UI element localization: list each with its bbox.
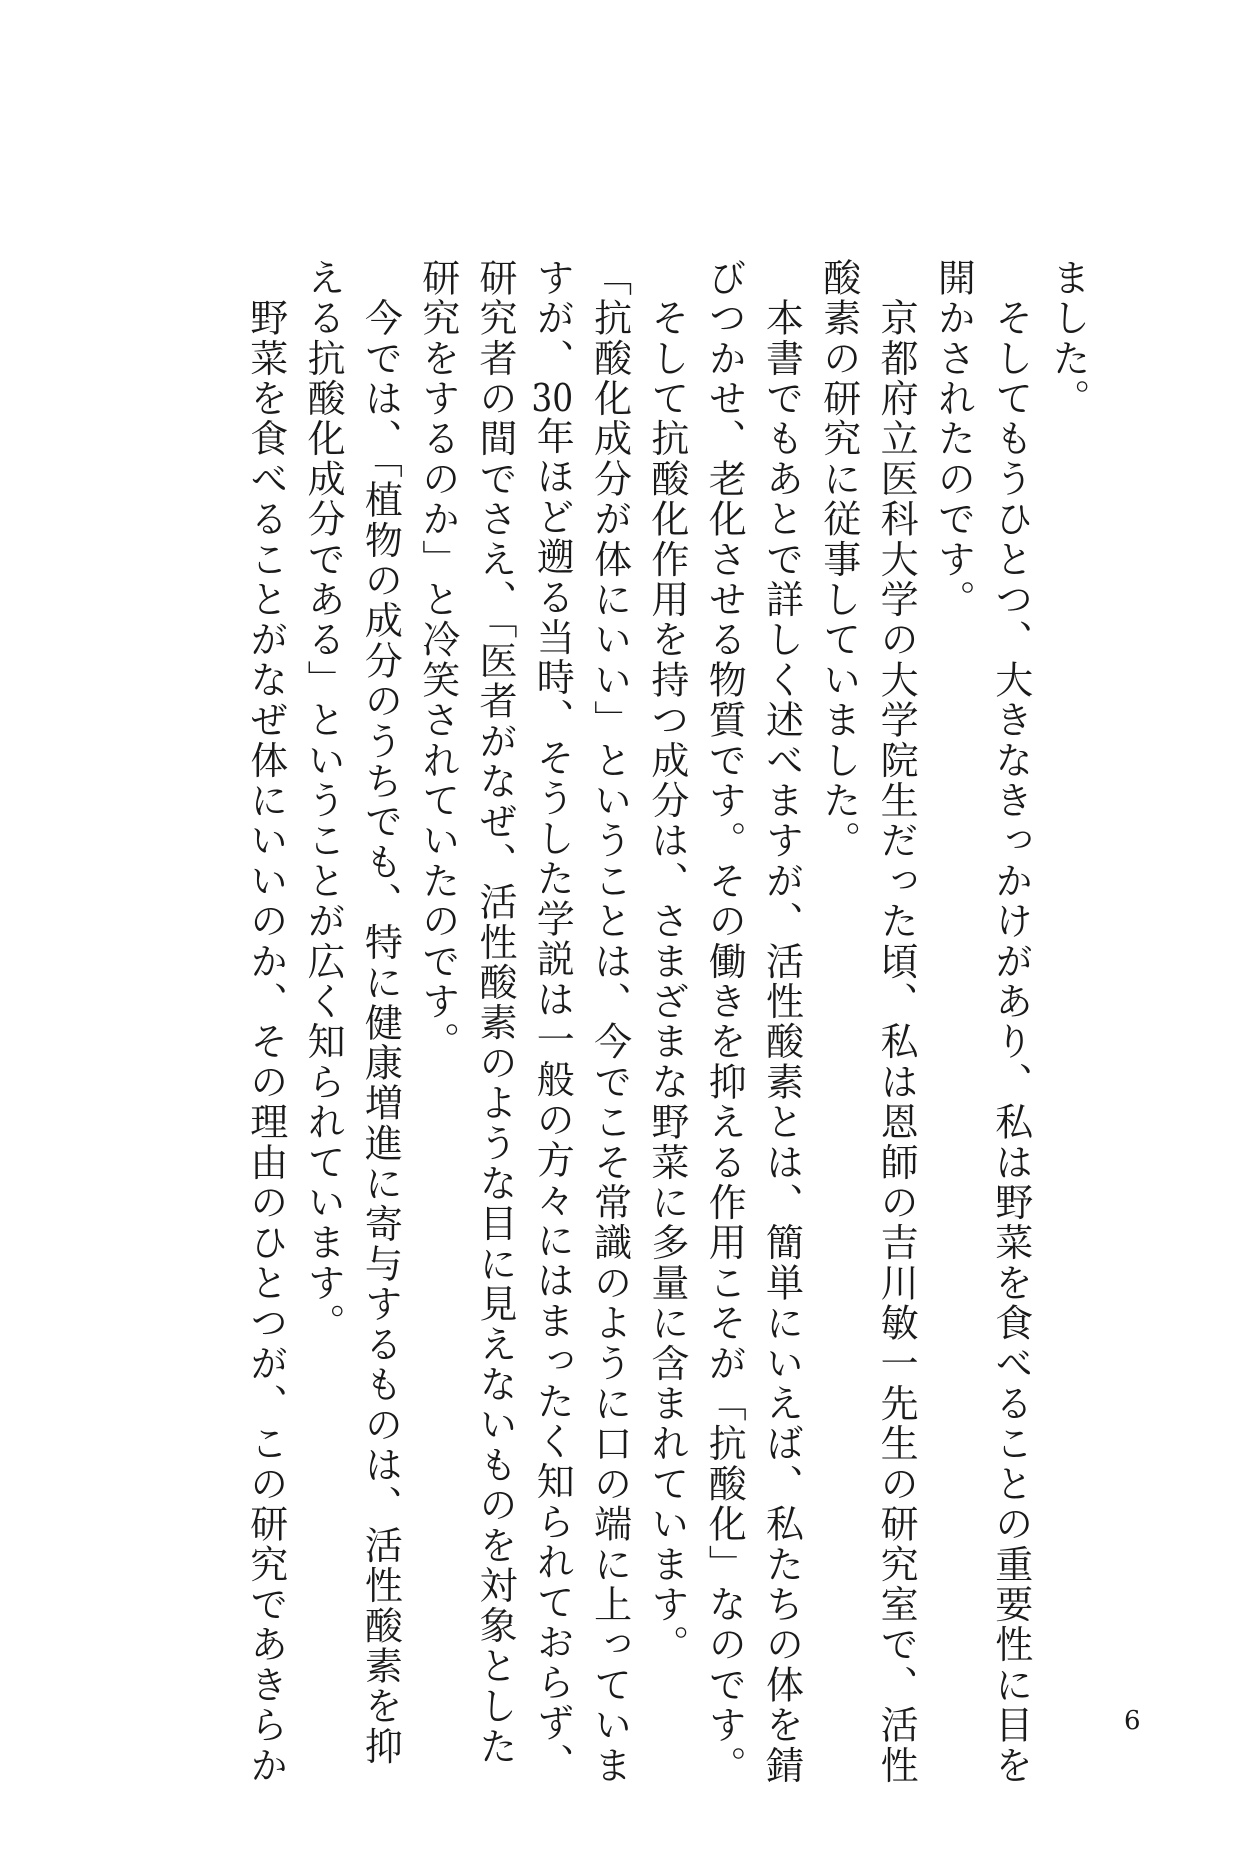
text-run: 開かされたのです。 — [931, 258, 976, 620]
text-line — [416, 258, 460, 1558]
text-run: そしてもうひとつ、大きなきっかけがあり、私は野菜を食べることの重要性に目を — [988, 258, 1033, 1786]
text-line — [358, 258, 403, 1767]
bold-text-run: 健康増進に寄与するものは、活性酸素を抑 — [358, 1002, 403, 1767]
bold-text-run: 活性酸素とは、簡単にいえば、私たちの体を錆 — [759, 941, 804, 1786]
text-line — [301, 258, 345, 1558]
text-run: 」ということが広く知られています。 — [301, 660, 346, 1344]
text-run: 研究者の間でさえ、「医者がなぜ、活性酸素のような目に見えないものを対象とした — [473, 258, 517, 1767]
text-line — [759, 258, 804, 1786]
text-run: 今では、「植物の成分のうちでも、特に — [358, 258, 403, 1003]
text-run: 年ほど遡る当時、そうした学説は一般の方々にはまったく知られておらず、 — [530, 416, 575, 1784]
text-run: そして抗酸化作用を持つ成分は、さまざまな野菜に多量に含まれています。 — [644, 258, 689, 1665]
text-line — [702, 258, 747, 1786]
page-number: 6 — [1124, 1706, 1141, 1736]
text-run: 「抗酸化成分が体にいい」ということは、今でこそ常識のように口の端に上っていま — [587, 258, 632, 1786]
text-line — [817, 258, 861, 1558]
text-run: 研究をするのか」と冷笑されていたのです。 — [415, 258, 460, 1062]
text-line — [243, 258, 288, 1786]
bold-text-run: びつかせ、老化させる物質です。その働きを抑える作用こそが「抗酸化」なのです。 — [702, 258, 747, 1786]
text-run: すが、 — [530, 258, 575, 379]
text-line — [1046, 258, 1090, 1558]
text-run: ました。 — [1046, 258, 1090, 419]
text-line — [587, 258, 632, 1786]
text-line — [473, 258, 517, 1767]
text-line — [530, 258, 575, 1784]
text-line — [644, 258, 689, 1665]
text-run: 30 — [531, 378, 574, 417]
text-run: 酸素の研究に従事していました。 — [816, 258, 861, 861]
text-run: 本書でもあとで詳しく述べますが、 — [759, 258, 804, 942]
text-run: 京都府立医科大学の大学院生だった頃、私は恩師の吉川敏一先生の研究室で、活性 — [874, 258, 919, 1786]
text-line — [931, 258, 975, 1558]
bold-text-run: える抗酸化成分である — [301, 258, 346, 660]
text-line — [874, 258, 919, 1786]
text-run: 野菜を食べることがなぜ体にいいのか、その理由のひとつが、この研究であきらか — [243, 258, 288, 1786]
text-line — [988, 258, 1033, 1786]
